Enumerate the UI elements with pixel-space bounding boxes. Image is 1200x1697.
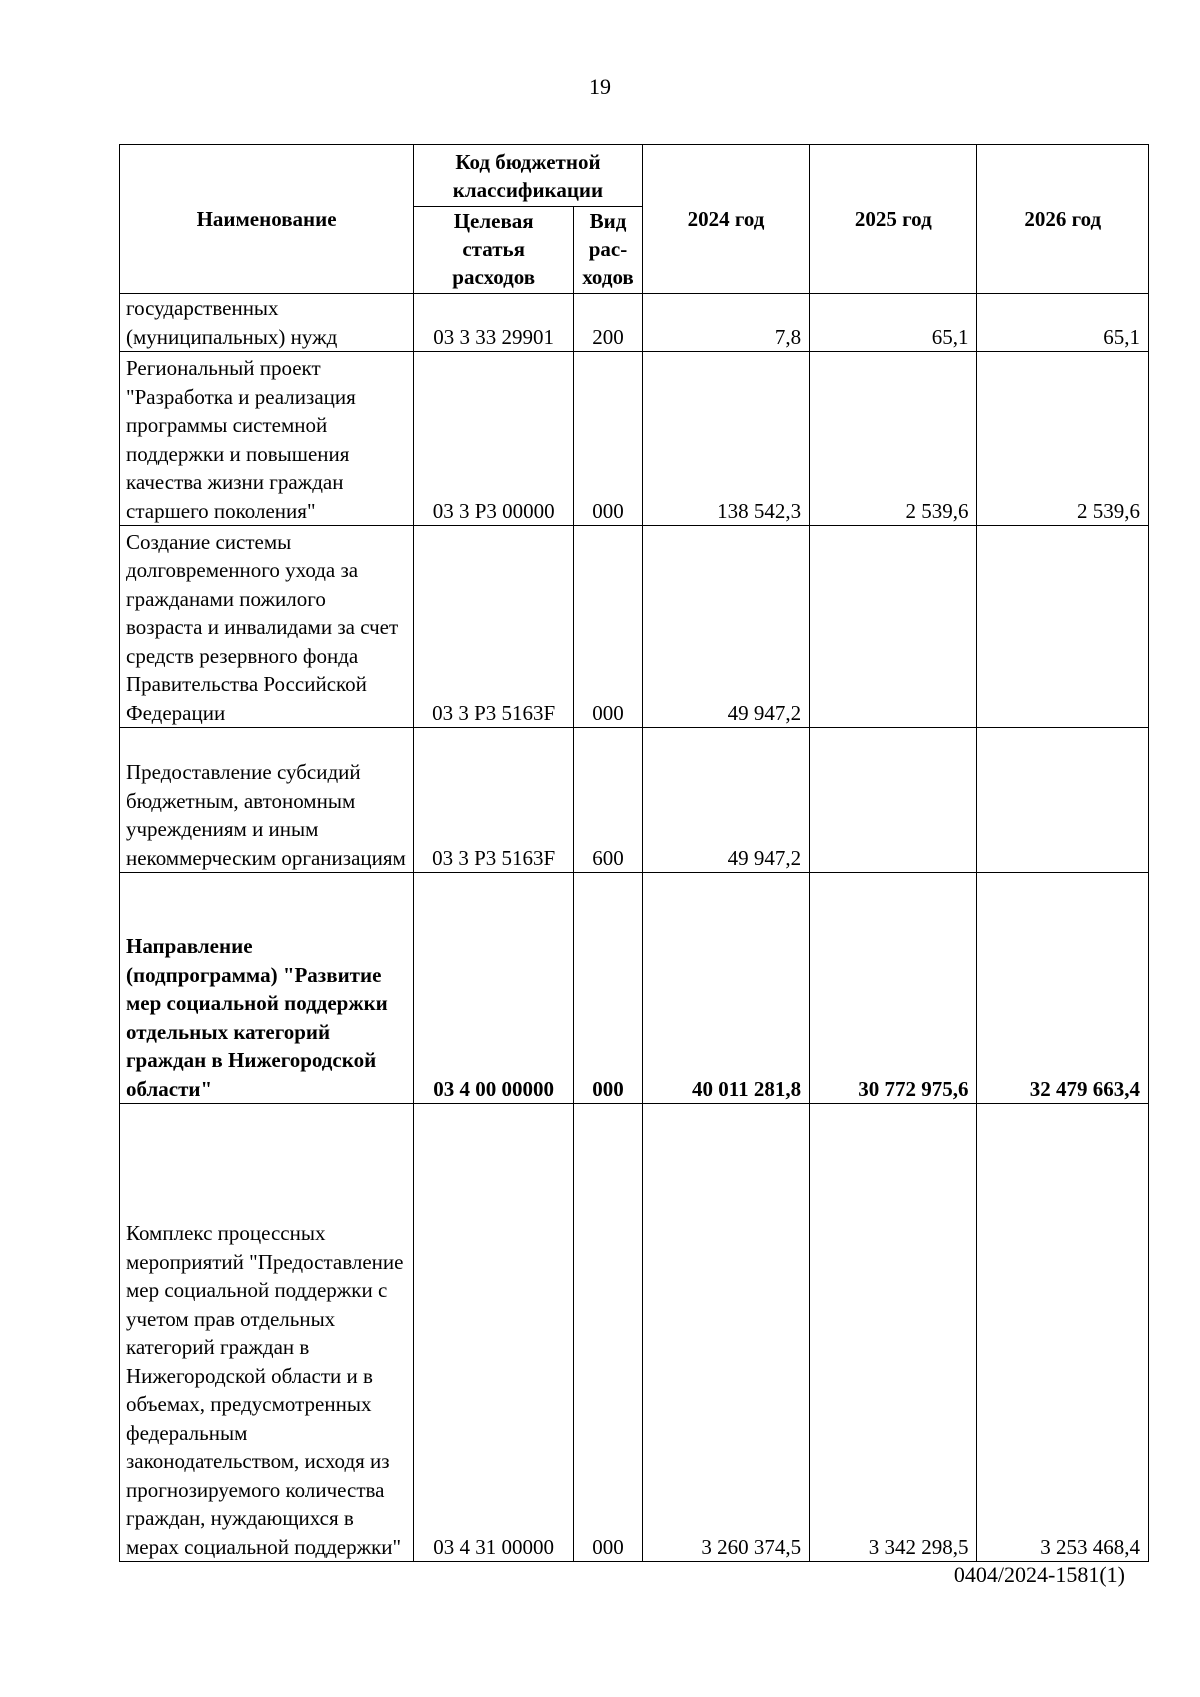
row-expense-type: 000 bbox=[574, 873, 643, 1104]
row-expense-type: 000 bbox=[574, 526, 643, 728]
header-target-item: Целевая статья расходов bbox=[414, 207, 574, 294]
row-2025: 30 772 975,6 bbox=[810, 873, 977, 1104]
header-2026: 2026 год bbox=[977, 145, 1149, 294]
budget-table bbox=[119, 144, 1149, 1562]
row-target-item: 03 3 33 29901 bbox=[414, 294, 574, 352]
table-row bbox=[120, 526, 1149, 728]
page-number: 19 bbox=[589, 74, 611, 99]
row-2024: 138 542,3 bbox=[642, 352, 809, 526]
row-name: Создание системы долговременного ухода за гражданами пожилого возраста и инвалидами за счет средств резервного фонда Правительства Российской Федерации bbox=[120, 526, 414, 728]
row-expense-type: 000 bbox=[574, 1104, 643, 1562]
table-header bbox=[120, 145, 1149, 294]
row-name: Предоставление субсидий бюджетным, автономным учреждениям и иным некоммерческим организациям bbox=[120, 728, 414, 873]
header-expense-type: Вид рас-ходов bbox=[574, 207, 643, 294]
row-target-item: 03 3 P3 5163F bbox=[414, 526, 574, 728]
row-expense-type: 000 bbox=[574, 352, 643, 526]
table-row bbox=[120, 873, 1149, 1104]
table-row bbox=[120, 1104, 1149, 1562]
row-target-item: 03 3 P3 5163F bbox=[414, 728, 574, 873]
row-2026: 2 539,6 bbox=[977, 352, 1149, 526]
table-row bbox=[120, 294, 1149, 352]
table-body bbox=[120, 294, 1149, 1562]
row-2026 bbox=[977, 728, 1149, 873]
row-2025: 3 342 298,5 bbox=[810, 1104, 977, 1562]
row-2026: 32 479 663,4 bbox=[977, 873, 1149, 1104]
row-2025: 2 539,6 bbox=[810, 352, 977, 526]
header-name: Наименование bbox=[120, 145, 414, 294]
row-name: государственных (муниципальных) нужд bbox=[120, 294, 414, 352]
row-2025: 65,1 bbox=[810, 294, 977, 352]
row-2026 bbox=[977, 526, 1149, 728]
table-row bbox=[120, 352, 1149, 526]
row-2024: 49 947,2 bbox=[642, 526, 809, 728]
header-2025: 2025 год bbox=[810, 145, 977, 294]
row-2025 bbox=[810, 526, 977, 728]
row-name: Комплекс процессных мероприятий "Предоставление мер социальной поддержки с учетом прав отдельных категорий граждан в Нижегородской области и в объемах, предусмотренных федеральным законодательством, исходя из прогнозируемого количества граждан, нуждающихся в мерах социальной поддержки" bbox=[120, 1104, 414, 1562]
header-budget-code: Код бюджетной классификации bbox=[414, 145, 643, 207]
document-number: 0404/2024-1581(1) bbox=[953, 1562, 1125, 1587]
row-2024: 49 947,2 bbox=[642, 728, 809, 873]
row-2024: 3 260 374,5 bbox=[642, 1104, 809, 1562]
row-target-item: 03 3 P3 00000 bbox=[414, 352, 574, 526]
row-name: Направление (подпрограмма) "Развитие мер социальной поддержки отдельных категорий граждан в Нижегородской области" bbox=[120, 873, 414, 1104]
header-2024: 2024 год bbox=[642, 145, 809, 294]
row-target-item: 03 4 31 00000 bbox=[414, 1104, 574, 1562]
row-2026: 3 253 468,4 bbox=[977, 1104, 1149, 1562]
row-2025 bbox=[810, 728, 977, 873]
row-2024: 7,8 bbox=[642, 294, 809, 352]
row-2026: 65,1 bbox=[977, 294, 1149, 352]
row-target-item: 03 4 00 00000 bbox=[414, 873, 574, 1104]
row-expense-type: 600 bbox=[574, 728, 643, 873]
row-name: Региональный проект "Разработка и реализация программы системной поддержки и повышения качества жизни граждан старшего поколения" bbox=[120, 352, 414, 526]
row-expense-type: 200 bbox=[574, 294, 643, 352]
row-2024: 40 011 281,8 bbox=[642, 873, 809, 1104]
table-row bbox=[120, 728, 1149, 873]
